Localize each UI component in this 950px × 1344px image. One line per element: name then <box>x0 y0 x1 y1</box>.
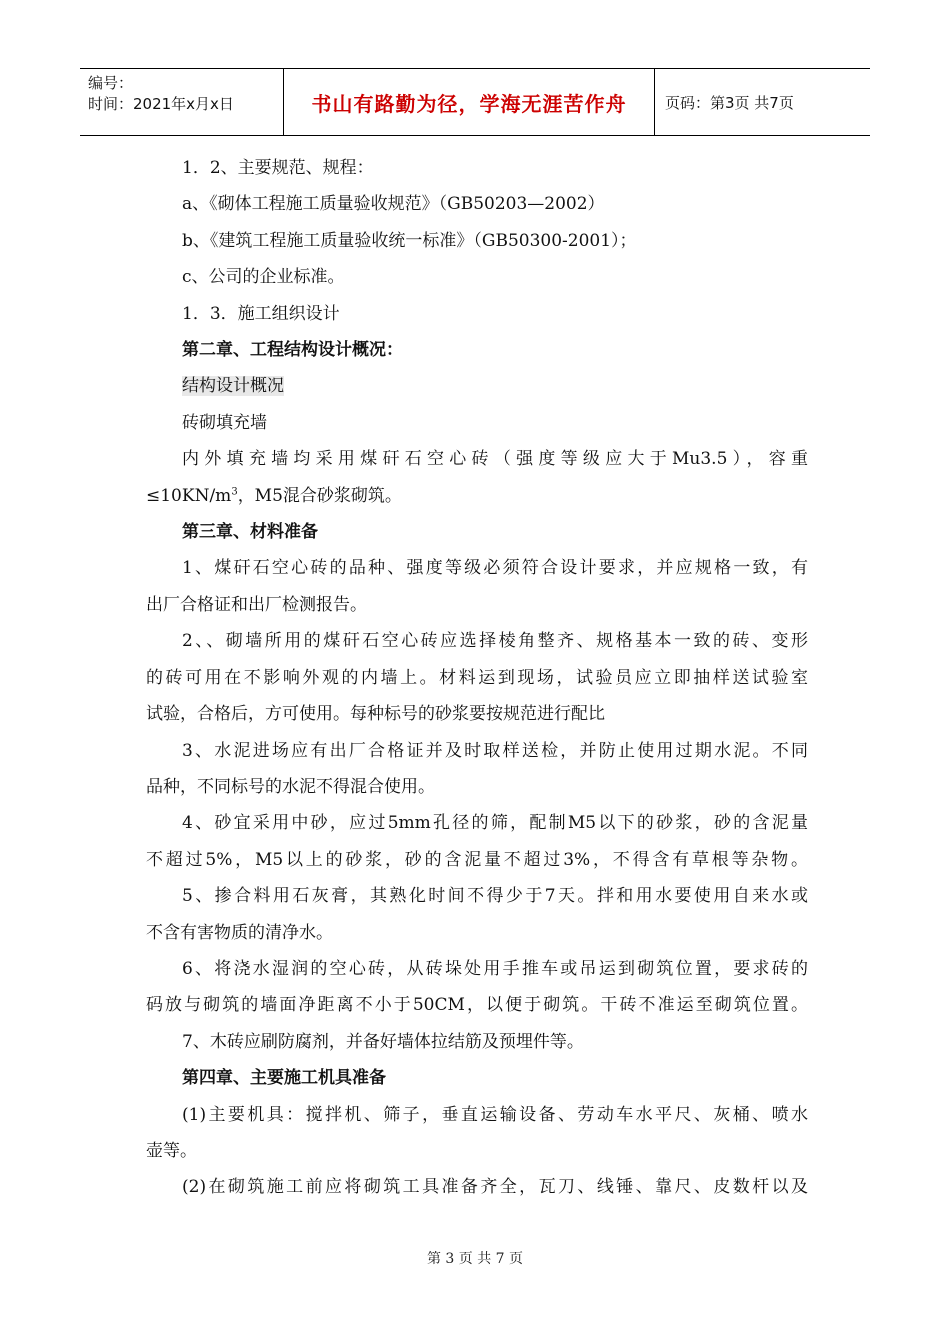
paragraph-line: 2、、砌墙所用的煤矸石空心砖应选择棱角整齐、规格基本一致的砖、变形 <box>182 631 808 652</box>
header-meta <box>80 69 283 135</box>
page-header <box>80 68 870 136</box>
paragraph-line: (1)主要机具：搅拌机、筛子，垂直运输设备、劳动车水平尺、灰桶、喷水 <box>182 1104 808 1125</box>
paragraph-line: 3、水泥进场应有出厂合格证并及时取样送检，并防止使用过期水泥。不同 <box>182 740 808 761</box>
list-item: b、《建筑工程施工质量验收统一标准》（GB50300-2001）； <box>182 230 637 251</box>
section-title: 1．3．施工组织设计 <box>182 303 340 324</box>
paragraph-line: 不超过5%，M5以上的砂浆，砂的含泥量不超过3%，不得含有草根等杂物。 <box>146 849 808 870</box>
paragraph-line: 1、煤矸石空心砖的品种、强度等级必须符合设计要求，并应规格一致，有 <box>182 558 808 579</box>
subsection-title: 砖砌填充墙 <box>182 412 267 433</box>
highlighted-text: 结构设计概况 <box>182 376 284 397</box>
header-page-number: 页码：第3页 共7页 <box>665 93 794 112</box>
page-footer: 第 3 页 共 7 页 <box>426 1251 524 1267</box>
paragraph-line: 试验，合格后，方可使用。每种标号的砂浆要按规范进行配比 <box>146 704 605 725</box>
paragraph-line: 6、将浇水湿润的空心砖，从砖垛处用手推车或吊运到砌筑位置，要求砖的 <box>182 958 808 979</box>
document-body <box>146 150 808 1206</box>
document-date-label: 时间：2021年x月x日 <box>88 95 234 113</box>
document-number-label: 编号： <box>88 74 134 92</box>
paragraph-line: 码放与砌筑的墙面净距离不小于50CM，以便于砌筑。干砖不准运至砌筑位置。 <box>146 995 808 1016</box>
paragraph-line: 的砖可用在不影响外观的内墙上。材料运到现场，试验员应立即抽样送试验室 <box>146 667 808 688</box>
paragraph-line: 壶等。 <box>146 1140 197 1161</box>
paragraph-line: 内外填充墙均采用煤矸石空心砖（强度等级应大于Mu3.5），容重 <box>182 449 808 470</box>
paragraph-line: 4、砂宜采用中砂，应过5mm孔径的筛，配制M5以下的砂浆，砂的含泥量 <box>182 813 808 834</box>
chapter-heading: 第二章、工程结构设计概况： <box>182 340 403 361</box>
paragraph-line <box>146 478 808 514</box>
list-item: a、《砌体工程施工质量验收规范》（GB50203—2002） <box>182 194 605 215</box>
paragraph-line: 出厂合格证和出厂检测报告。 <box>146 594 367 615</box>
header-motto: 书山有路勤为径，学海无涯苦作舟 <box>283 69 655 135</box>
section-title: 1．2、主要规范、规程： <box>182 158 374 178</box>
paragraph-line: 5、掺合料用石灰膏，其熟化时间不得少于7天。拌和用水要使用自来水或 <box>182 886 808 907</box>
chapter-heading: 第四章、主要施工机具准备 <box>182 1068 386 1089</box>
superscript: 3 <box>231 486 238 497</box>
chapter-heading: 第三章、材料准备 <box>182 522 318 543</box>
list-item: c、公司的企业标准。 <box>182 267 345 288</box>
paragraph-line: 7、木砖应刷防腐剂，并备好墙体拉结筋及预埋件等。 <box>182 1031 584 1052</box>
subsection-title <box>146 368 808 404</box>
text-span: ，M5混合砂浆砌筑。 <box>237 485 402 506</box>
paragraph-line: 不含有害物质的清净水。 <box>146 922 333 943</box>
paragraph-line: 品种，不同标号的水泥不得混合使用。 <box>146 776 435 797</box>
text-span: ≤10KN/m <box>146 485 232 506</box>
paragraph-line: (2)在砌筑施工前应将砌筑工具准备齐全，瓦刀、线锤、靠尺、皮数杆以及 <box>182 1177 808 1198</box>
